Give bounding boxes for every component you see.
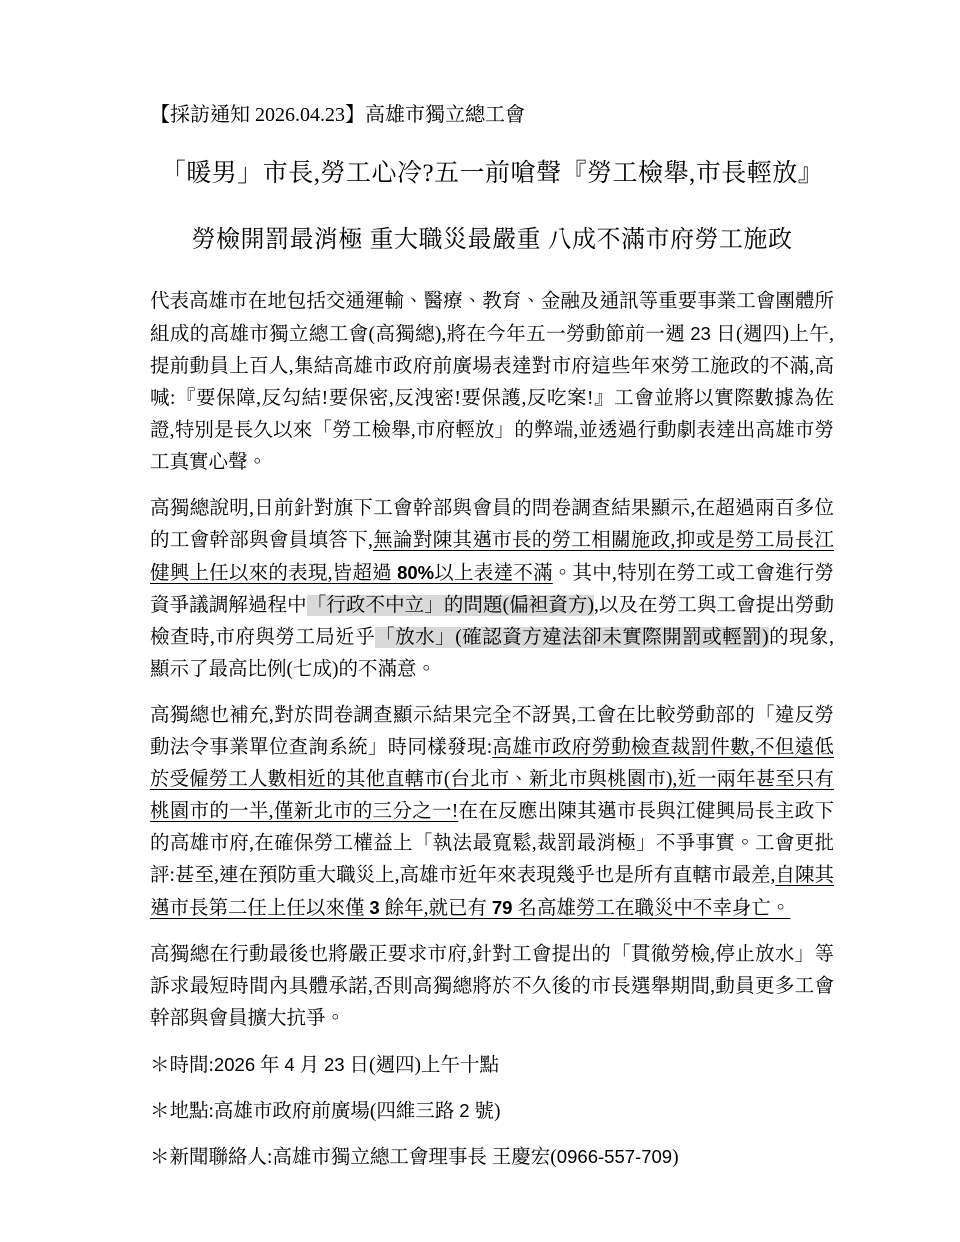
underlined-text-run: 餘年,就已有 <box>379 898 492 919</box>
underlined-text-run: 以上表達不滿 <box>434 563 553 584</box>
paragraph <box>150 700 834 925</box>
latin-text: 80% <box>397 562 435 583</box>
latin-text: 0966-557-709 <box>556 1146 673 1167</box>
text-run: 高獨總說明,日前針對旗下工會幹部與會員的問卷調查結果顯示,在超過兩百多位的工會幹部與會員填答下, <box>150 498 834 551</box>
underlined-text-run <box>492 898 513 919</box>
text-run: 代表高雄市在地包括交通運輸、醫療、教育、金融及通訊等重要事業工會團體所組成的高雄市獨立總工會(高獨總),將在今年五一勞動節前一週 23 日(週四)上午,提前動員上百人,集結高雄市政府前廣場表達對市府這些年來勞工施政的不滿,高喊:『要保障,反勾結!要保密,反洩密!要保護,反吃案!』工會並將以實際數據為佐證,特別是長久以來「勞工檢舉,市府輕放」的弊端,並透過行動劇表達出高雄市勞工真實心聲。 <box>150 291 834 473</box>
underlined-text-run: 自陳其邁市長第二任上任以來僅 <box>150 865 834 919</box>
text-run: ＊新聞聯絡人:高雄市獨立總工會理事長 王慶宏(0966-557-709) <box>150 1146 679 1168</box>
underlined-text-run: 名高雄勞工在職災中不幸身亡。 <box>512 898 791 919</box>
text-run: ＊地點:高雄市政府前廣場(四維三路 2 號) <box>150 1100 501 1122</box>
paragraph <box>150 493 834 686</box>
underlined-text-run <box>397 563 434 584</box>
underlined-text-run: 無論對陳其邁市長的勞工相關施政,抑或是勞工局長江健興上任以來的表現,皆超過 <box>150 530 834 584</box>
latin-text: 23 <box>323 1054 345 1075</box>
detail-item <box>150 1141 834 1174</box>
latin-text: 2 <box>459 1100 470 1121</box>
paragraph <box>150 286 834 479</box>
headline: 「暖男」市長,勞工心冷?五一前嗆聲『勞工檢舉,市長輕放』 <box>160 160 824 187</box>
text-run: 的現象,顯示了最高比例(七成)的不滿意。 <box>150 627 834 680</box>
text-run: 在在反應出陳其邁市長與江健興局長主政下的高雄市府,在確保勞工權益上「執法最寬鬆,裁罰最消極」不爭事實。工會更批評:甚至,連在預防重大職災上,高雄市近年來表現幾乎也是所有直轄市最差, <box>150 801 834 886</box>
latin-text: 79 <box>491 897 513 918</box>
highlighted-text-run: 「放水」(確認資方違法卻未實際開罰或輕罰) <box>375 627 769 648</box>
latin-text: 3 <box>369 897 380 918</box>
text-run: 。其中,特別在勞工或工會進行勞資爭議調解過程中 <box>150 563 834 616</box>
subheadline: 勞檢開罰最消極 重大職災最嚴重 八成不滿市府勞工施政 <box>191 227 793 253</box>
notice-line: 【採訪通知 2026.04.23】高雄市獨立總工會 <box>150 104 525 126</box>
latin-text: 2026 <box>213 1054 256 1075</box>
detail-item <box>150 1095 834 1128</box>
event-details <box>150 1049 834 1174</box>
text-run: ,以及在勞工與工會提出勞動檢查時,市府與勞工局近乎 <box>150 595 834 648</box>
underlined-text-run <box>369 898 379 919</box>
text-run: ＊時間:2026 年 4 月 23 日(週四)上午十點 <box>150 1054 499 1076</box>
detail-item <box>150 1049 834 1082</box>
latin-text: 23 <box>690 323 711 344</box>
paragraph <box>150 939 834 1035</box>
latin-text: 4 <box>284 1054 295 1075</box>
highlighted-text-run: 「行政不中立」的問題(偏袒資方) <box>306 595 595 616</box>
underlined-text-run: 高雄市政府勞動檢查裁罰件數,不但遠低於受僱勞工人數相近的其他直轄市(台北市、新北市與桃園市),近一兩年甚至只有桃園市的一半,僅新北市的三分之一! <box>150 737 834 822</box>
text-run: 高獨總也補充,對於問卷調查顯示結果完全不訝異,工會在比較勞動部的「違反勞動法令事業單位查詢系統」時同樣發現: <box>150 705 834 758</box>
text-run: 高獨總在行動最後也將嚴正要求市府,針對工會提出的「貫徹勞檢,停止放水」等訴求最短時間內具體承諾,否則高獨總將於不久後的市長選舉期間,動員更多工會幹部與會員擴大抗爭。 <box>150 944 834 1029</box>
body-paragraphs <box>150 286 834 1035</box>
